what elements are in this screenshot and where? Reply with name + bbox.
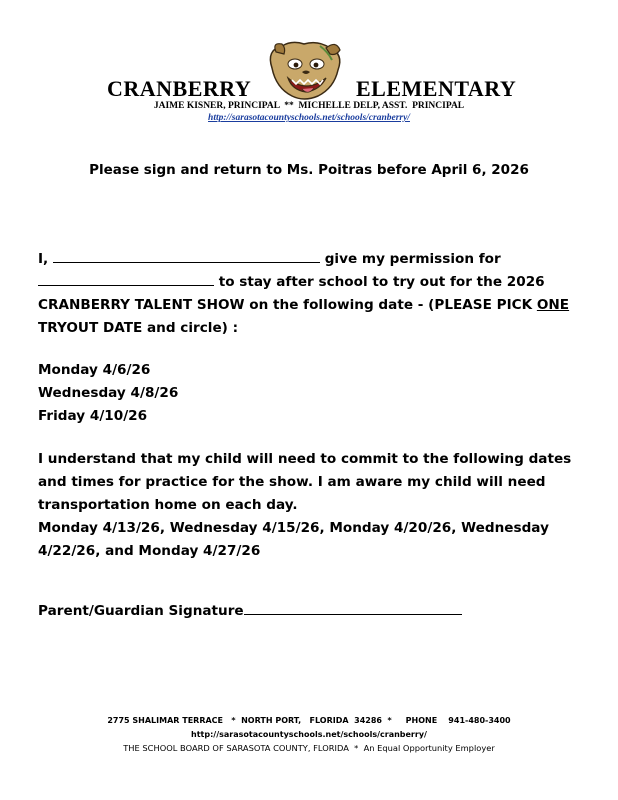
- footer-website[interactable]: http://sarasotacountyschools.net/schools/cranberry/: [191, 730, 427, 739]
- tryout-date-wednesday[interactable]: Wednesday 4/8/26: [38, 385, 179, 401]
- commitment-section: [38, 448, 588, 563]
- school-name-second: ELEMENTARY: [356, 76, 517, 101]
- permission-paragraph: [38, 248, 588, 340]
- signature-blank[interactable]: [244, 600, 462, 615]
- parent-name-blank[interactable]: [53, 248, 320, 263]
- signature-line: [38, 600, 588, 623]
- principals-line: JAIME KISNER, PRINCIPAL ** MICHELLE DELP, ASST. PRINCIPAL: [153, 101, 465, 111]
- permission-text-4: TRYOUT DATE and circle) :: [38, 320, 239, 336]
- cougar-mascot-icon: [262, 38, 348, 104]
- signature-label: Parent/Guardian Signature: [38, 603, 244, 619]
- permission-text-3: to stay after school to try out for the 2026 CRANBERRY TALENT SHOW on the following date - (PLEASE PICK: [38, 274, 545, 313]
- footer-board: THE SCHOOL BOARD OF SARASOTA COUNTY, FLORIDA * An Equal Opportunity Employer: [123, 743, 495, 753]
- permission-text-1: I,: [38, 251, 53, 267]
- letterhead: [0, 0, 618, 130]
- permission-text-2: give my permission for: [319, 251, 501, 267]
- school-name-first: CRANBERRY: [107, 76, 252, 101]
- emphasis-one: ONE: [536, 297, 570, 313]
- tryout-date-friday[interactable]: Friday 4/10/26: [38, 408, 148, 424]
- tryout-date-monday[interactable]: Monday 4/6/26: [38, 362, 151, 378]
- child-name-blank[interactable]: [38, 271, 214, 286]
- return-instruction: Please sign and return to Ms. Poitras before April 6, 2026: [89, 162, 529, 178]
- footer-address: 2775 SHALIMAR TERRACE * NORTH PORT, FLORIDA 34286 * PHONE 941-480-3400: [107, 716, 511, 725]
- practice-dates: Monday 4/13/26, Wednesday 4/15/26, Monday 4/20/26, Wednesday 4/22/26, and Monday 4/27/26: [38, 520, 549, 559]
- tryout-date-list: [38, 359, 588, 428]
- school-website-link[interactable]: http://sarasotacountyschools.net/schools/cranberry/: [208, 113, 410, 123]
- commitment-statement: I understand that my child will need to commit to the following dates and times for practice for the show. I am aware my child will need transportation home on each day.: [38, 451, 572, 513]
